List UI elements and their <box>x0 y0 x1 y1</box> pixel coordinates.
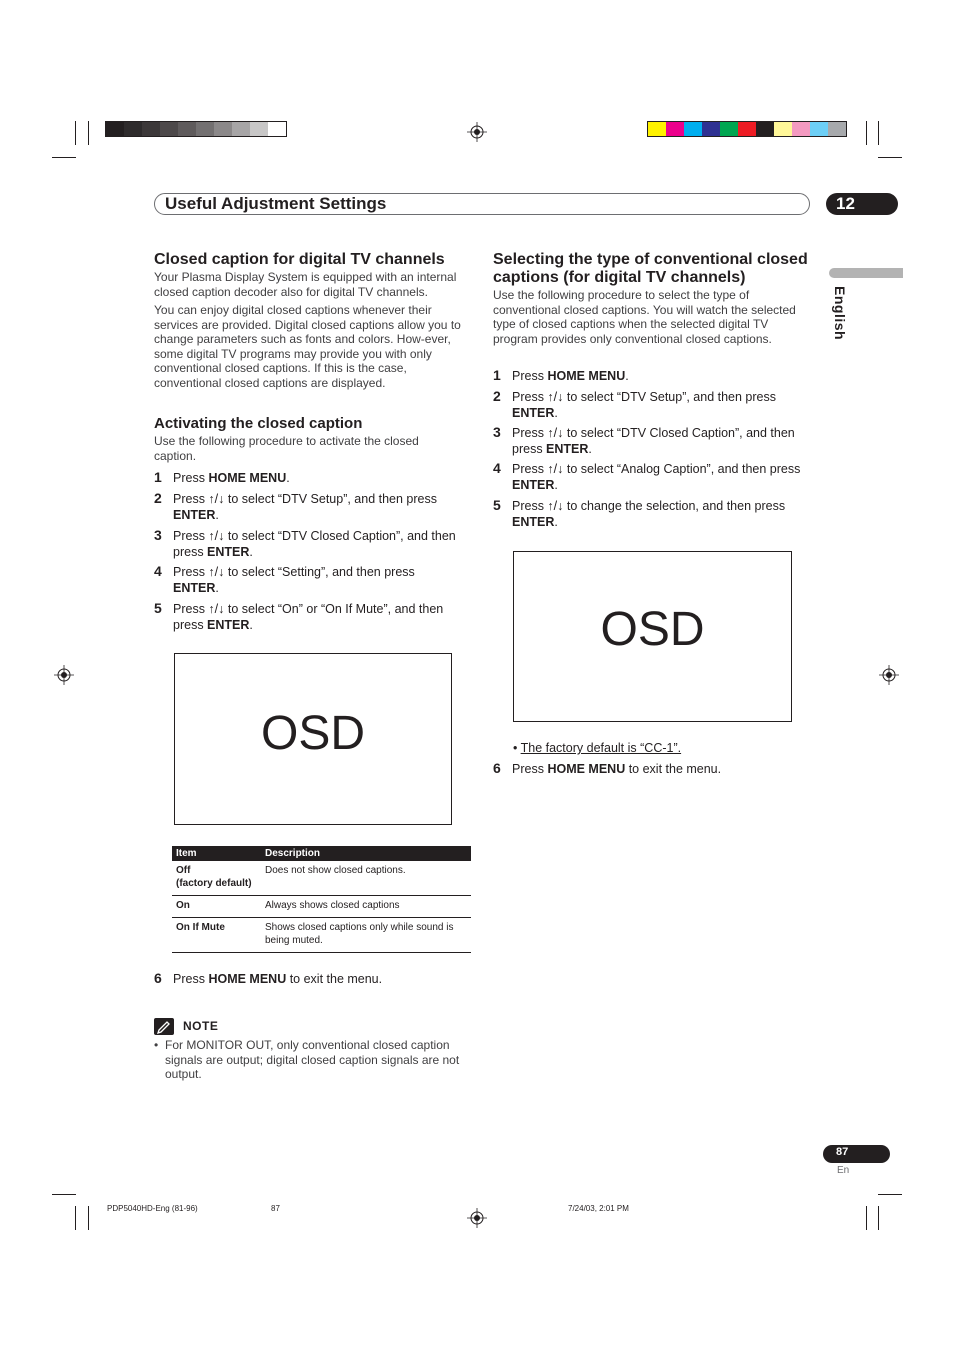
factory-default-bullet: • The factory default is “CC-1”. <box>513 741 682 755</box>
left-subsection-title: Activating the closed caption <box>154 415 363 432</box>
calibration-swatch <box>828 122 846 136</box>
file-name: PDP5040HD-Eng (81-96) <box>107 1204 198 1213</box>
calibration-swatch <box>702 122 720 136</box>
grayscale-calibration-bar <box>105 121 287 137</box>
registration-mark-icon <box>879 665 899 685</box>
calibration-swatch <box>720 122 738 136</box>
crop-mark <box>866 1206 867 1230</box>
table-cell-item: On If Mute <box>172 918 261 953</box>
table-row <box>172 861 471 896</box>
language-tab <box>829 268 903 278</box>
calibration-swatch <box>196 122 214 136</box>
table-header-item: Item <box>172 846 261 861</box>
calibration-swatch <box>106 122 124 136</box>
calibration-swatch <box>684 122 702 136</box>
left-intro-1: Your Plasma Display System is equipped with an internal closed caption decoder also for digital TV channels. <box>154 270 457 299</box>
chapter-number: 12 <box>836 194 855 213</box>
crop-mark <box>88 121 89 145</box>
table-header-description: Description <box>261 846 471 861</box>
crop-mark <box>878 157 902 158</box>
calibration-swatch <box>648 122 666 136</box>
caption-settings-table <box>172 846 471 953</box>
calibration-swatch <box>124 122 142 136</box>
registration-mark-icon <box>467 1208 487 1228</box>
osd-label: OSD <box>600 603 705 656</box>
left-sub-intro: Use the following procedure to activate the closed caption. <box>154 434 419 463</box>
right-intro: Use the following procedure to select the type of conventional closed captions. You will watch the selected type of closed captions when the selected digital TV program provides only conventional closed captions. <box>493 288 796 346</box>
note-title: NOTE <box>183 1019 219 1033</box>
left-intro-2: You can enjoy digital closed captions whenever their services are provided. Digital closed captions allow you to change parameters such as fonts and colors. How-ever, some digital TV programs may provide you with only conventional closed captions. If this is the case, conventional closed captions are displayed. <box>154 303 461 390</box>
section-header <box>154 193 810 215</box>
calibration-swatch <box>232 122 250 136</box>
calibration-swatch <box>792 122 810 136</box>
color-calibration-bar <box>647 121 847 137</box>
registration-mark-icon <box>54 665 74 685</box>
file-page: 87 <box>271 1204 280 1213</box>
crop-mark <box>75 121 76 145</box>
calibration-swatch <box>738 122 756 136</box>
osd-screen-placeholder <box>513 551 792 722</box>
table-row <box>172 918 471 953</box>
note-bullet: • For MONITOR OUT, only conventional closed caption signals are output; digital closed caption signals are not output. <box>154 1038 472 1082</box>
chapter-tab <box>826 193 898 215</box>
crop-mark <box>878 1194 902 1195</box>
calibration-swatch <box>214 122 232 136</box>
calibration-swatch <box>142 122 160 136</box>
section-title: Useful Adjustment Settings <box>165 194 387 213</box>
calibration-swatch <box>756 122 774 136</box>
note-pencil-icon <box>154 1018 174 1035</box>
table-cell-item: On <box>172 896 261 918</box>
calibration-swatch <box>810 122 828 136</box>
calibration-swatch <box>178 122 196 136</box>
table-cell-description: Always shows closed captions <box>261 896 471 918</box>
table-row <box>172 896 471 918</box>
right-section-title: Selecting the type of conventional closed captions (for digital TV channels) <box>493 251 808 286</box>
crop-mark <box>866 121 867 145</box>
calibration-swatch <box>666 122 684 136</box>
left-section-title: Closed caption for digital TV channels <box>154 251 445 268</box>
print-timestamp: 7/24/03, 2:01 PM <box>568 1204 629 1213</box>
osd-label: OSD <box>260 707 365 760</box>
page-number-tab <box>823 1145 890 1163</box>
note-text: For MONITOR OUT, only conventional closed caption signals are output; digital closed caption signals are not output. <box>165 1038 460 1081</box>
calibration-swatch <box>774 122 792 136</box>
registration-mark-icon <box>467 122 487 142</box>
osd-screen-placeholder <box>174 653 452 825</box>
table-cell-description: Shows closed captions only while sound is being muted. <box>261 918 471 953</box>
page-language: En <box>837 1165 850 1176</box>
crop-mark <box>878 1206 879 1230</box>
language-label: English <box>832 286 848 341</box>
crop-mark <box>52 157 76 158</box>
crop-mark <box>75 1206 76 1230</box>
factory-default-text: The factory default is “CC-1”. <box>520 741 682 755</box>
calibration-swatch <box>160 122 178 136</box>
table-cell-item: Off (factory default) <box>172 861 261 896</box>
crop-mark <box>52 1194 76 1195</box>
table-cell-description: Does not show closed captions. <box>261 861 471 896</box>
page-number: 87 <box>836 1146 849 1158</box>
calibration-swatch <box>268 122 286 136</box>
crop-mark <box>878 121 879 145</box>
calibration-swatch <box>250 122 268 136</box>
crop-mark <box>88 1206 89 1230</box>
